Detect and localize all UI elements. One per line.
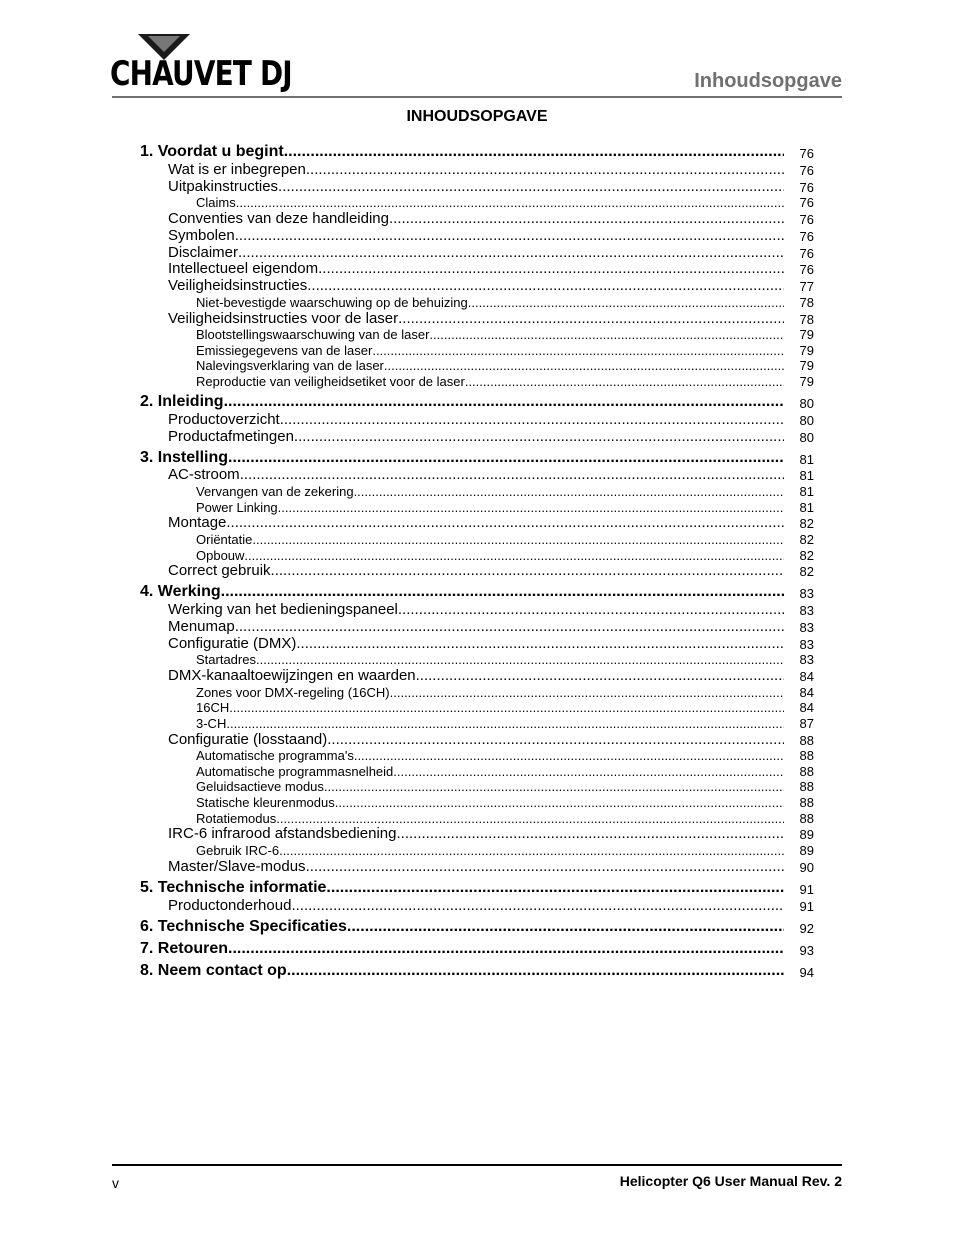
toc-entry-title: 6. Technische Specificaties xyxy=(140,917,347,935)
toc-entry-leader xyxy=(168,858,784,875)
toc-entry[interactable] xyxy=(140,445,814,467)
toc-entry-page: 83 xyxy=(799,652,814,668)
toc-dot-leader xyxy=(235,618,784,635)
toc-entry[interactable] xyxy=(140,897,814,914)
header-divider xyxy=(112,96,842,98)
toc-entry-page: 88 xyxy=(799,732,814,748)
toc-entry[interactable] xyxy=(140,914,814,936)
toc-entry-leader xyxy=(140,961,784,980)
toc-entry[interactable] xyxy=(140,667,814,684)
toc-entry-leader xyxy=(196,748,784,763)
toc-dot-leader xyxy=(354,484,784,499)
brand-logo xyxy=(110,34,292,98)
toc-entry[interactable] xyxy=(140,210,814,227)
toc-entry[interactable] xyxy=(140,531,814,547)
toc-entry[interactable] xyxy=(140,139,814,161)
toc-entry-title: Vervangen van de zekering xyxy=(196,483,354,499)
toc-entry-leader xyxy=(140,939,784,958)
toc-dot-leader xyxy=(287,961,784,980)
toc-dot-leader xyxy=(398,601,784,618)
toc-entry-page: 88 xyxy=(799,748,814,764)
toc-entry[interactable] xyxy=(140,467,814,484)
toc-entry[interactable] xyxy=(140,244,814,261)
toc-entry-title: Werking van het bedieningspaneel xyxy=(168,601,398,619)
toc-entry-page: 87 xyxy=(799,715,814,731)
toc-entry-page: 88 xyxy=(799,795,814,811)
toc-entry-title: Reproductie van veiligheidsetiket voor de laser xyxy=(196,373,465,389)
toc-entry-title: AC-stroom xyxy=(168,466,240,484)
toc-entry-page: 93 xyxy=(799,942,814,958)
toc-dot-leader xyxy=(372,343,784,358)
toc-dot-leader xyxy=(279,843,784,858)
toc-entry-page: 76 xyxy=(799,262,814,278)
toc-entry-title: Startadres xyxy=(196,652,256,668)
toc-entry-page: 80 xyxy=(799,395,814,411)
toc-entry-page: 79 xyxy=(799,373,814,389)
toc-entry-leader xyxy=(140,392,784,411)
toc-dot-leader xyxy=(354,748,784,763)
toc-entry-title: Gebruik IRC-6 xyxy=(196,843,280,859)
toc-entry-page: 76 xyxy=(799,146,814,161)
toc-entry-title: Conventies van deze handleiding xyxy=(168,209,389,227)
toc-entry-leader xyxy=(140,878,784,897)
toc-entry-page: 81 xyxy=(799,451,814,467)
toc-entry-leader xyxy=(196,716,784,731)
toc-entry-title: Nalevingsverklaring van de laser xyxy=(196,358,384,374)
toc-entry-title: Correct gebruik xyxy=(168,562,271,580)
toc-dot-leader xyxy=(235,227,784,244)
toc-entry-page: 83 xyxy=(799,619,814,635)
toc-entry-title: DMX-kanaaltoewijzingen en waarden xyxy=(168,667,416,685)
footer-page-number: v xyxy=(112,1175,119,1191)
section-title: Inhoudsopgave xyxy=(694,70,842,92)
toc-entry[interactable] xyxy=(140,635,814,652)
toc-entry-leader xyxy=(168,562,784,579)
toc-dot-leader xyxy=(416,667,784,684)
toc-entry-title: 1. Voordat u begint xyxy=(140,143,284,160)
toc-dot-leader xyxy=(278,500,784,515)
toc-entry-leader xyxy=(196,343,784,358)
toc-entry-page: 84 xyxy=(799,684,814,700)
toc-dot-leader xyxy=(244,548,784,563)
toc-entry-title: 4. Werking xyxy=(140,583,221,601)
toc-dot-leader xyxy=(228,939,784,958)
footer-divider xyxy=(112,1164,842,1166)
toc-entry-leader xyxy=(168,601,784,618)
toc-entry-page: 83 xyxy=(799,636,814,652)
toc-dot-leader xyxy=(335,795,784,810)
toc-dot-leader xyxy=(465,374,784,389)
toc-entry-page: 91 xyxy=(799,898,814,914)
toc-entry-title: Geluidsactieve modus xyxy=(196,779,324,795)
toc-entry-page: 88 xyxy=(799,779,814,795)
toc-entry[interactable] xyxy=(140,195,814,211)
toc-entry-leader xyxy=(168,618,784,635)
toc-entry-title: Configuratie (losstaand) xyxy=(168,730,328,748)
logo-wordmark: CHAUVET DJ xyxy=(110,54,292,94)
toc-entry-leader xyxy=(196,358,784,373)
toc-entry-title: 3-CH xyxy=(196,715,227,731)
toc-entry-leader xyxy=(168,260,784,277)
toc-entry-leader xyxy=(196,484,784,499)
toc-entry-page: 76 xyxy=(799,211,814,227)
toc-dot-leader xyxy=(468,295,784,310)
toc-entry-title: Rotatiemodus xyxy=(196,810,277,826)
toc-entry-title: Power Linking xyxy=(196,499,278,515)
toc-entry[interactable] xyxy=(140,875,814,897)
toc-entry-leader xyxy=(168,731,784,748)
toc-entry[interactable] xyxy=(140,389,814,411)
toc-dot-leader xyxy=(278,178,784,195)
toc-entry-leader xyxy=(196,195,784,210)
toc-entry[interactable] xyxy=(140,342,814,358)
toc-entry-page: 83 xyxy=(799,586,814,602)
toc-entry[interactable] xyxy=(140,579,814,601)
toc-dot-leader xyxy=(347,917,784,936)
toc-dot-leader xyxy=(252,532,784,547)
toc-entry-page: 88 xyxy=(799,763,814,779)
toc-entry[interactable] xyxy=(140,178,814,195)
toc-dot-leader xyxy=(240,466,784,483)
toc-entry[interactable] xyxy=(140,826,814,843)
toc-entry-title: 7. Retouren xyxy=(140,939,229,957)
toc-entry-title: Niet-bevestigde waarschuwing op de behuizing xyxy=(196,294,468,310)
toc-entry-title: Veiligheidsinstructies voor de laser xyxy=(168,309,399,327)
toc-dot-leader xyxy=(294,428,784,445)
toc-entry-page: 76 xyxy=(799,195,814,211)
toc-dot-leader xyxy=(271,562,784,579)
toc-entry[interactable] xyxy=(140,700,814,716)
toc-entry-page: 82 xyxy=(799,531,814,547)
toc-dot-leader xyxy=(318,260,784,277)
table-of-contents xyxy=(140,139,814,980)
toc-dot-leader xyxy=(324,779,784,794)
toc-dot-leader xyxy=(384,358,784,373)
toc-entry-page: 76 xyxy=(799,228,814,244)
toc-dot-leader xyxy=(398,310,784,327)
toc-entry-title: Symbolen xyxy=(168,226,235,244)
toc-dot-leader xyxy=(280,411,784,428)
toc-entry[interactable] xyxy=(140,563,814,580)
toc-dot-leader xyxy=(291,897,784,914)
toc-dot-leader xyxy=(236,195,784,210)
toc-entry-title: Oriëntatie xyxy=(196,531,253,547)
toc-entry-page: 91 xyxy=(799,881,814,897)
toc-entry-leader xyxy=(168,428,784,445)
toc-entry[interactable] xyxy=(140,958,814,980)
footer-document-title: Helicopter Q6 User Manual Rev. 2 xyxy=(619,1173,842,1189)
toc-entry[interactable] xyxy=(140,618,814,635)
toc-entry[interactable] xyxy=(140,858,814,875)
toc-entry-title: 5. Technische informatie xyxy=(140,878,327,896)
toc-dot-leader xyxy=(396,825,784,842)
toc-entry-page: 89 xyxy=(799,827,814,843)
toc-entry-leader xyxy=(168,210,784,227)
toc-entry-leader xyxy=(196,843,784,858)
toc-entry-page: 83 xyxy=(799,603,814,619)
toc-entry-title: Opbouw xyxy=(196,547,245,563)
toc-entry-page: 79 xyxy=(799,358,814,374)
toc-entry-page: 81 xyxy=(799,483,814,499)
toc-entry-page: 79 xyxy=(799,327,814,343)
toc-entry-leader xyxy=(168,161,784,178)
toc-entry[interactable] xyxy=(140,763,814,779)
toc-entry-title: 2. Inleiding xyxy=(140,392,224,410)
toc-entry[interactable] xyxy=(140,483,814,499)
toc-dot-leader xyxy=(326,878,784,897)
toc-entry[interactable] xyxy=(140,499,814,515)
toc-entry-title: Productafmetingen xyxy=(168,427,294,445)
toc-entry-leader xyxy=(196,500,784,515)
toc-dot-leader xyxy=(256,652,784,667)
toc-entry-page: 80 xyxy=(799,429,814,445)
toc-entry[interactable] xyxy=(140,277,814,294)
toc-entry-leader xyxy=(168,825,784,842)
toc-entry-page: 82 xyxy=(799,564,814,580)
toc-heading: INHOUDSOPGAVE xyxy=(406,108,548,125)
toc-entry[interactable] xyxy=(140,779,814,795)
toc-entry-page: 77 xyxy=(799,279,814,295)
toc-entry-leader xyxy=(168,178,784,195)
toc-entry[interactable] xyxy=(140,411,814,428)
toc-entry-title: Veiligheidsinstructies xyxy=(168,277,308,295)
toc-entry-leader xyxy=(168,514,784,531)
toc-entry-title: Automatische programma's xyxy=(196,748,354,764)
toc-entry[interactable] xyxy=(140,810,814,826)
toc-entry[interactable] xyxy=(140,748,814,764)
toc-dot-leader xyxy=(327,731,784,748)
toc-entry-title: Configuratie (DMX) xyxy=(168,634,297,652)
toc-entry-page: 90 xyxy=(799,859,814,875)
toc-entry[interactable] xyxy=(140,310,814,327)
toc-entry-title: Statische kleurenmodus xyxy=(196,795,335,811)
toc-dot-leader xyxy=(284,142,784,161)
toc-entry-page: 78 xyxy=(799,294,814,310)
toc-dot-leader xyxy=(307,277,784,294)
toc-entry-title: Claims xyxy=(196,195,236,211)
toc-entry[interactable] xyxy=(140,515,814,532)
toc-entry-leader xyxy=(196,685,784,700)
toc-entry-page: 81 xyxy=(799,499,814,515)
toc-dot-leader xyxy=(389,210,784,227)
toc-entry-title: 16CH xyxy=(196,700,230,716)
toc-entry-leader xyxy=(168,635,784,652)
toc-entry-leader xyxy=(196,295,784,310)
toc-dot-leader xyxy=(296,635,784,652)
toc-entry-page: 82 xyxy=(799,516,814,532)
toc-entry-leader xyxy=(168,277,784,294)
toc-entry-page: 88 xyxy=(799,810,814,826)
toc-entry-leader xyxy=(140,448,784,467)
toc-entry-title: Zones voor DMX-regeling (16CH) xyxy=(196,684,390,700)
toc-entry-leader xyxy=(196,764,784,779)
toc-entry-leader xyxy=(168,411,784,428)
toc-entry-title: Emissiegegevens van de laser xyxy=(196,342,373,358)
toc-dot-leader xyxy=(226,514,784,531)
toc-entry[interactable] xyxy=(140,684,814,700)
toc-entry-leader xyxy=(196,795,784,810)
toc-entry-title: Productoverzicht xyxy=(168,410,280,428)
toc-entry-title: 3. Instelling xyxy=(140,448,229,466)
toc-entry-page: 94 xyxy=(799,964,814,980)
toc-entry-page: 76 xyxy=(799,245,814,261)
toc-entry-leader xyxy=(168,310,784,327)
toc-dot-leader xyxy=(306,161,784,178)
toc-dot-leader xyxy=(221,582,784,601)
toc-entry[interactable] xyxy=(140,261,814,278)
toc-entry-leader xyxy=(168,227,784,244)
toc-entry-leader xyxy=(196,700,784,715)
toc-entry-title: Automatische programmasnelheid xyxy=(196,763,394,779)
toc-entry-leader xyxy=(140,582,784,601)
toc-dot-leader xyxy=(306,858,784,875)
toc-entry-page: 84 xyxy=(799,700,814,716)
toc-entry[interactable] xyxy=(140,715,814,731)
toc-entry-page: 84 xyxy=(799,669,814,685)
toc-entry[interactable] xyxy=(140,358,814,374)
toc-entry-page: 78 xyxy=(799,311,814,327)
toc-entry-title: 8. Neem contact op xyxy=(140,961,287,979)
toc-entry-leader xyxy=(196,779,784,794)
toc-entry-title: Blootstellingswaarschuwing van de laser xyxy=(196,327,430,343)
toc-entry-leader xyxy=(196,374,784,389)
toc-entry-leader xyxy=(168,897,784,914)
toc-entry[interactable] xyxy=(140,731,814,748)
toc-entry-leader xyxy=(168,466,784,483)
toc-entry[interactable] xyxy=(140,373,814,389)
toc-entry[interactable] xyxy=(140,936,814,958)
toc-entry-title: IRC-6 infrarood afstandsbediening xyxy=(168,825,397,843)
toc-entry-leader xyxy=(196,548,784,563)
toc-entry[interactable] xyxy=(140,601,814,618)
toc-entry[interactable] xyxy=(140,794,814,810)
toc-entry[interactable] xyxy=(140,294,814,310)
toc-entry-title: Disclaimer xyxy=(168,243,239,261)
toc-entry-title: Master/Slave-modus xyxy=(168,857,306,875)
toc-entry-page: 80 xyxy=(799,412,814,428)
toc-entry-title: Intellectueel eigendom xyxy=(168,260,319,278)
toc-entry-leader xyxy=(168,667,784,684)
toc-entry[interactable] xyxy=(140,327,814,343)
toc-entry[interactable] xyxy=(140,652,814,668)
toc-entry-page: 89 xyxy=(799,843,814,859)
toc-entry-page: 81 xyxy=(799,468,814,484)
toc-entry-title: Productonderhoud xyxy=(168,896,292,914)
toc-dot-leader xyxy=(238,244,784,261)
toc-dot-leader xyxy=(228,448,784,467)
toc-dot-leader xyxy=(226,716,784,731)
toc-dot-leader xyxy=(224,392,784,411)
toc-entry-page: 79 xyxy=(799,342,814,358)
toc-dot-leader xyxy=(429,327,784,342)
toc-entry-page: 76 xyxy=(799,162,814,178)
toc-entry-page: 76 xyxy=(799,179,814,195)
toc-dot-leader xyxy=(229,700,784,715)
toc-entry[interactable] xyxy=(140,227,814,244)
toc-entry-leader xyxy=(168,244,784,261)
toc-dot-leader xyxy=(393,764,784,779)
toc-entry[interactable] xyxy=(140,428,814,445)
toc-entry-leader xyxy=(140,142,784,161)
toc-entry-title: Montage xyxy=(168,514,227,532)
toc-entry[interactable] xyxy=(140,842,814,858)
toc-entry-leader xyxy=(196,811,784,826)
toc-entry-page: 92 xyxy=(799,920,814,936)
toc-entry-title: Menumap xyxy=(168,617,235,635)
toc-entry-title: Wat is er inbegrepen xyxy=(168,160,306,178)
toc-entry[interactable] xyxy=(140,161,814,178)
toc-entry-leader xyxy=(196,652,784,667)
toc-entry-leader xyxy=(196,532,784,547)
toc-dot-leader xyxy=(390,685,784,700)
toc-entry[interactable] xyxy=(140,547,814,563)
toc-entry-leader xyxy=(140,917,784,936)
toc-entry-title: Uitpakinstructies xyxy=(168,177,279,195)
toc-entry-leader xyxy=(196,327,784,342)
toc-dot-leader xyxy=(276,811,784,826)
toc-entry-page: 82 xyxy=(799,547,814,563)
